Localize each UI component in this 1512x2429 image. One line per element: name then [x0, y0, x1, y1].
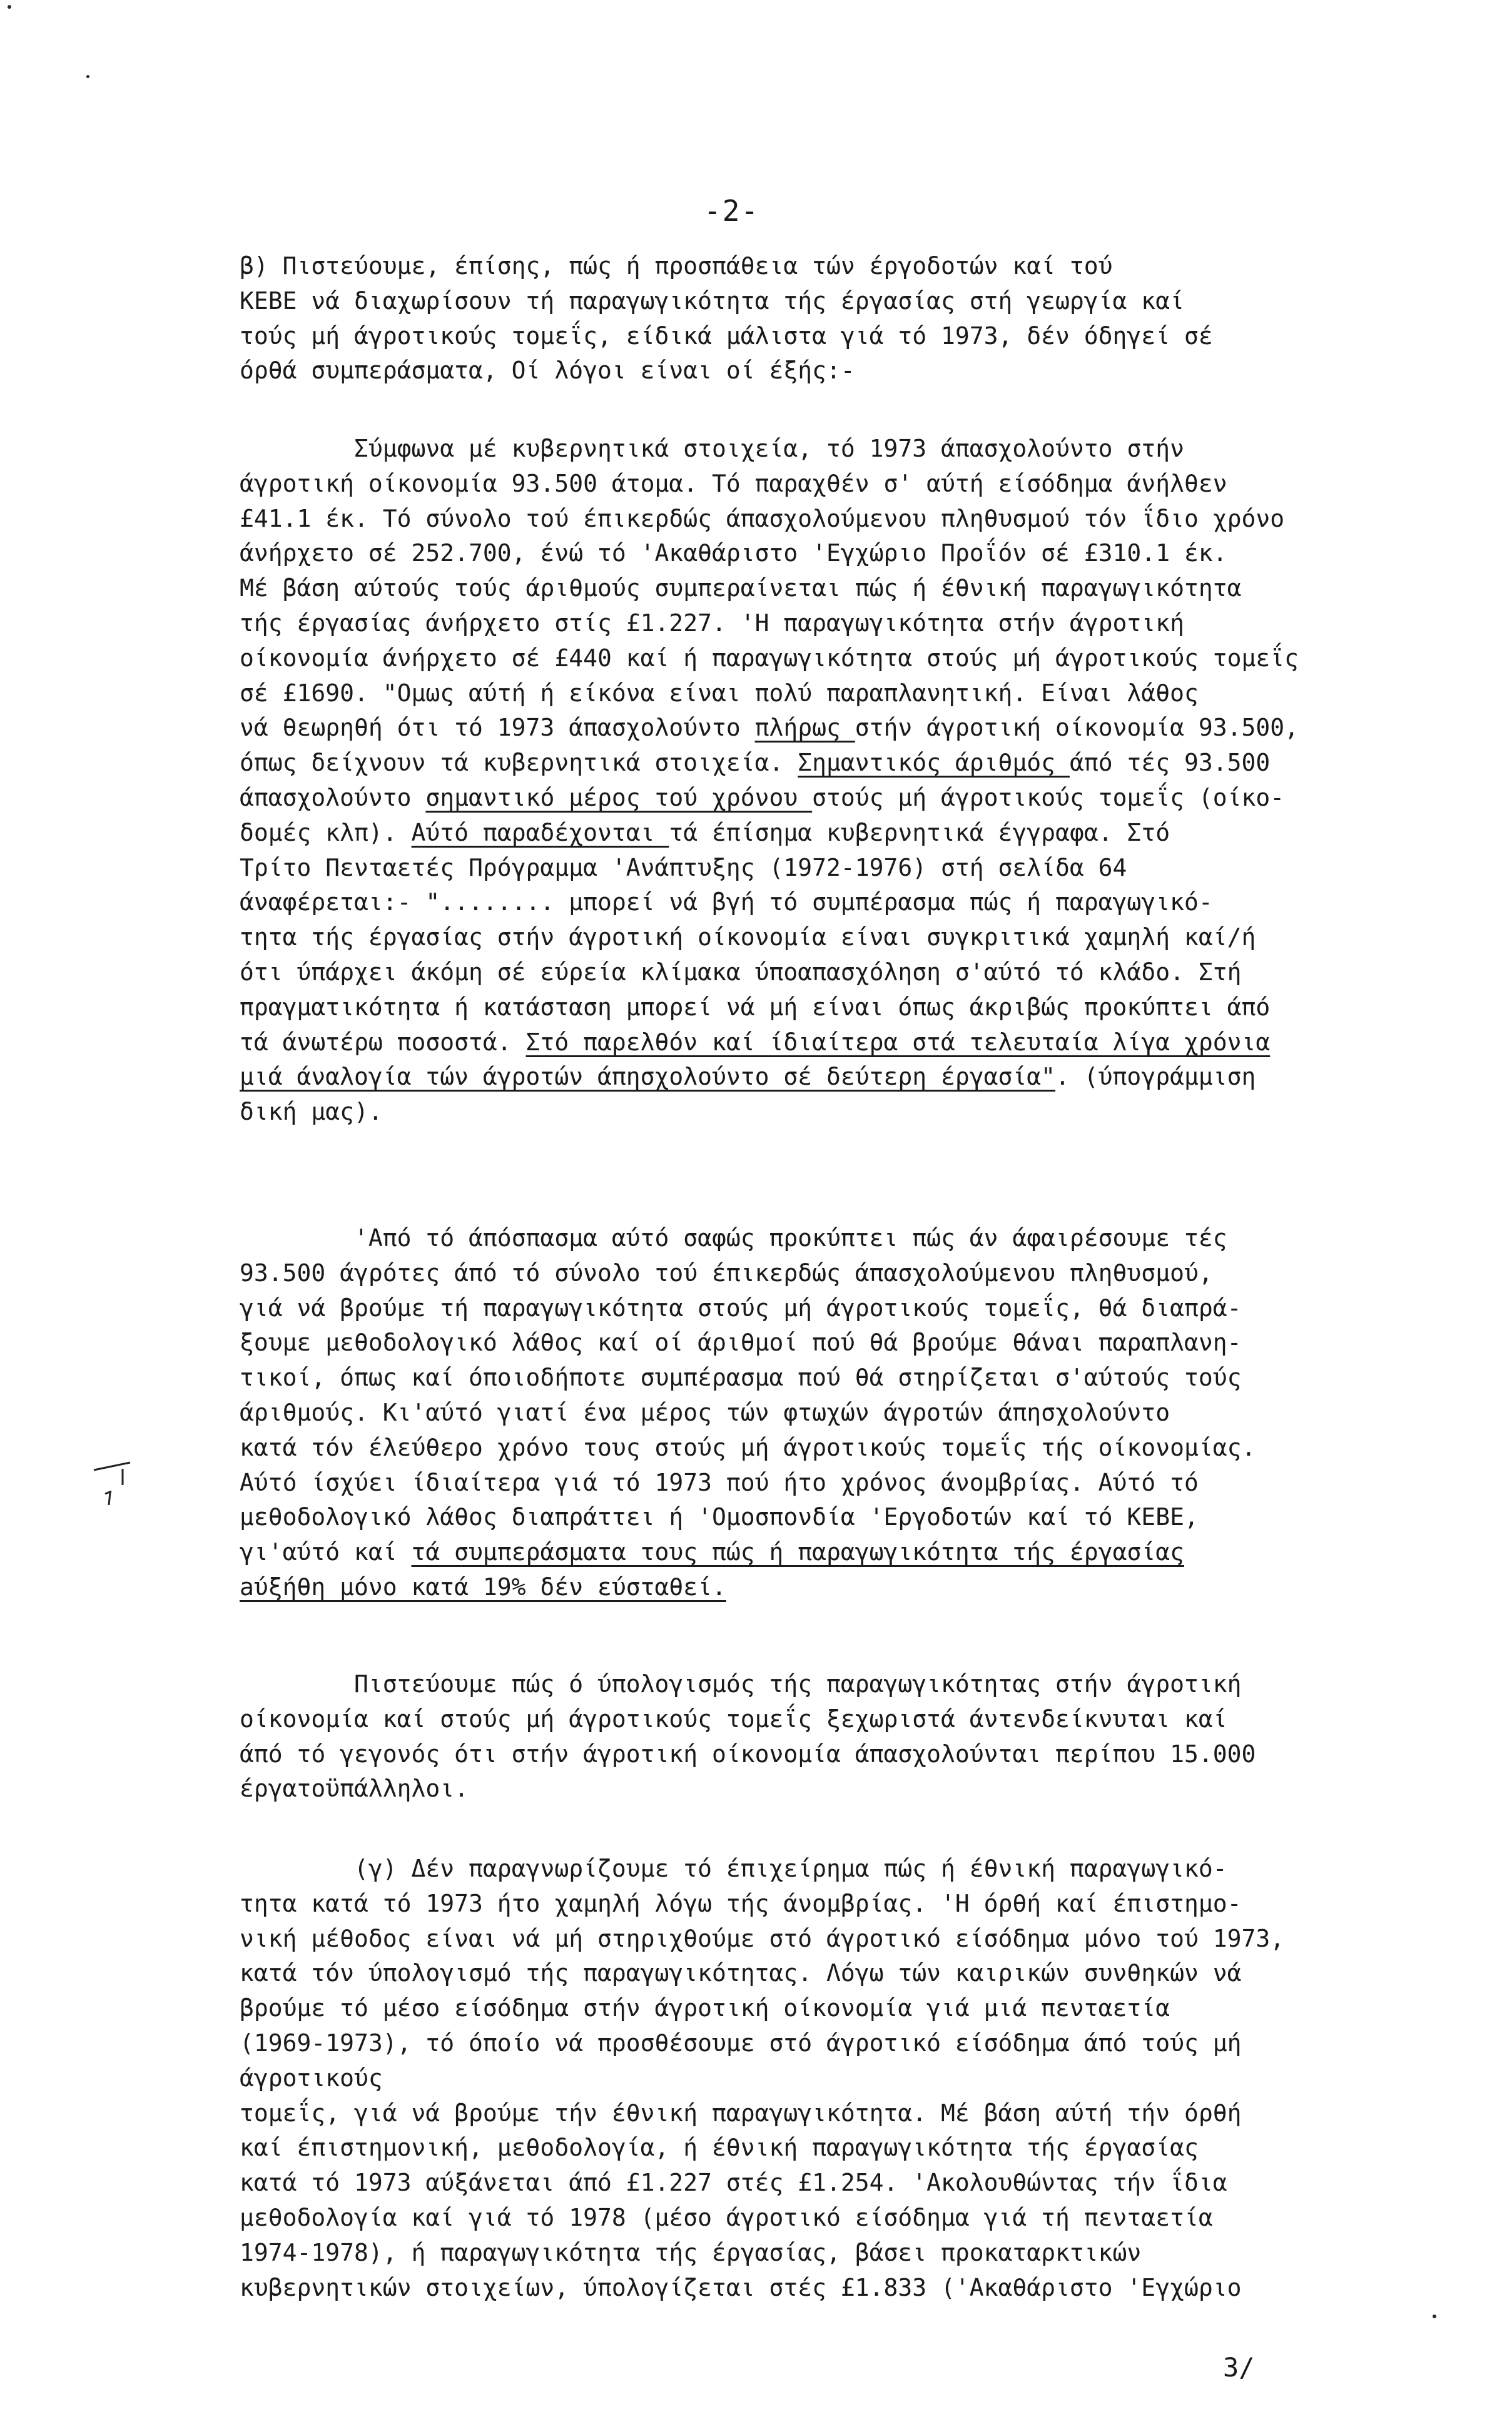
paragraph-text: στούς μή άγροτικούς τομεΐς (οίκο- δομές κλπ). [240, 783, 1285, 846]
underlined-text: Αύτό παραδέχονται [411, 818, 669, 846]
paragraph-text: άπό τές 93.500 άπασχολούντο [240, 749, 1271, 811]
paragraph-text: Σύμφωνα μέ κυβερνητικά στοιχεία, τό 1973 άπασχολούντο στήν άγροτική οίκονομία 93.500 άτομα. Τό παραχθέν σ' αύτή είσόδημα άνήλθεν £41.1 έκ. Τό σύνολο τού έπικερδώς άπασχολούμενου πληθυσμού τόν ΐδιο χρόνο άνήρχετο σέ 252.700, ένώ τό 'Ακαθάριστο 'Εγχώριο Προΐόν σέ £310.1 έκ. Μέ βάση αύτούς τούς άριθμούς συμπεραίνεται πώς ή έθνική παραγωγικότητα τής έργασίας άνήρχετο στίς £1.227. 'Η παραγωγικότητα στήν άγροτική οίκονομία άνήρχετο σέ £440 καί ή παραγωγικότητα στούς μή άγροτικούς τομεΐς σέ £1690. "Ομως αύτή ή είκόνα είναι πολύ παραπλανητική. Είναι λάθος νά θεωρηθή ότι τό 1973 άπασχολούντο [240, 435, 1299, 742]
scan-speck [8, 5, 11, 9]
paragraph-text: τά έπίσημα κυβερνητικά έγγραφα. Στό Τρίτο Πενταετές Πρόγραμμα 'Ανάπτυξης (1972-1976) στή σελίδα 64 άναφέρεται:- "........ μπορεί νά βγή τό συμπέρασμα πώς ή παραγωγικό- τητα τής έργασίας στήν άγροτική οίκονομία είναι συγκριτικά χαμηλή καί/ή ότι ύπάρχει άκόμη σέ εύρεία κλίμακα ύποαπασχόληση σ'αύτό τό κλάδο. Στή πραγματικότητα ή κατάσταση μπορεί νά μή είναι όπως άκριβώς προκύπτει άπό τά άνωτέρω ποσοστά. [240, 818, 1271, 1056]
margin-annotation-mark [93, 1458, 136, 1508]
paragraph-text: . (ύπογράμμιση δική μας). [240, 1063, 1256, 1126]
underlined-conclusion: τά συμπεράσματα τους πώς ή παραγωγικότητα τής έργασίας aύξήθη μόνο κατά 19% δέν εύσταθεί. [240, 1538, 1184, 1601]
paragraph-text: στήν άγροτική οίκονομία 93.500, όπως δείχνουν τά κυβερνητικά στοιχεία. [240, 714, 1299, 777]
paragraph-text: 'Από τό άπόσπασμα αύτό σαφώς προκύπτει πώς άν άφαιρέσουμε τές 93.500 άγρότες άπό τό σύνολο τού έπικερδώς άπασχολούμενου πληθυσμού, γιά νά βρούμε τή παραγωγικότητα στούς μή άγροτικούς τομεΐς, θά διαπρά- ξουμε μεθοδολογικό λάθος καί οί άριθμοί πού θά βρούμε θάναι παραπλανη- τικοί, όπως καί όποιοδήποτε συμπέρασμα πού θά στηρίζεται σ'αύτούς τούς άριθμούς. Κι'αύτό γιατί ένα μέρος τών φτωχών άγροτών άπησχολούντο κατά τόν έλεύθερο χρόνο τους στούς μή άγροτικούς τομεΐς τής οίκονομίας. Αύτό ίσχύει ίδιαίτερα γιά τό 1973 πού ήτο χρόνος άνομβρίας. Αύτό τό μεθοδολογικό λάθος διαπράττει ή 'Ομοσπονδία 'Εργοδοτών καί τό ΚΕΒΕ, γι'αύτό καί [240, 1224, 1256, 1566]
paragraph-productivity-calc: Πιστεύουμε πώς ό ύπολογισμός τής παραγωγικότητας στήν άγροτική οίκονομία καί στούς μή άγροτικούς τομεΐς ξεχωριστά άντενδείκνυται καί άπό τό γεγονός ότι στήν άγροτική οίκονομία άπασχολούνται περίπου 15.000 έργατοϋπάλληλοι. [240, 1670, 1256, 1803]
paragraph-statistics [240, 432, 1384, 1130]
next-page-marker: 3/ [1223, 2352, 1255, 2383]
paragraph-c: (γ) Δέν παραγνωρίζουμε τό έπιχείρημα πώς ή έθνική παραγωγικό- τητα κατά τό 1973 ήτο χαμηλή λόγω τής άνομβρίας. 'Η όρθή καί έπιστημο- νική μέθοδος είναι νά μή στηριχθούμε στό άγροτικό είσόδημα μόνο τού 1973, κατά τόν ύπολογισμό τής παραγωγικότητας. Λόγω τών καιρικών συνθηκών νά βρούμε τό μέσο είσόδημα στήν άγροτική οίκονομία γιά μιά πενταετία (1969-1973), τό όποίο νά προσθέσουμε στό άγροτικό είσόδημα άπό τούς μή άγροτικούς τομεΐς, γιά νά βρούμε τήν έθνική παραγωγικότητα. Μέ βάση αύτή τήν όρθή καί έπιστημονική, μεθοδολογία, ή έθνική παραγωγικότητα τής έργασίας κατά τό 1973 αύξάνεται άπό £1.227 στές £1.254. 'Ακολουθώντας τήν ΐδια μεθοδολογία καί γιά τό 1978 (μέσο άγροτικό είσόδημα γιά τή πενταετία 1974-1978), ή παραγωγικότητα τής έργασίας, βάσει προκαταρκτικών κυβερνητικών στοιχείων, ύπολογίζεται στές £1.833 ('Ακαθάριστο 'Εγχώριο [240, 1855, 1285, 2301]
underlined-quote: Στό παρελθόν καί ίδιαίτερα στά τελευταία λίγα χρόνια μιά άναλογία τών άγροτών άπησχολούντο σέ δεύτερη έργασία" [240, 1028, 1271, 1091]
scan-speck [86, 75, 89, 78]
underlined-text: πλήρως [754, 714, 855, 742]
page-number: -2- [704, 194, 760, 228]
paragraph-b: β) Πιστεύουμε, έπίσης, πώς ή προσπάθεια τών έργοδοτών καί τού ΚΕΒΕ νά διαχωρίσουν τή παραγωγικότητα τής έργασίας στή γεωργία καί τούς μή άγροτικούς τομεΐς, είδικά μάλιστα γιά τό 1973, δέν όδηγεί σέ όρθά συμπεράσματα, Οί λόγοι είναι οί έξής:- [240, 252, 1213, 385]
underlined-text: σημαντικό μέρος τού χρόνου [425, 783, 813, 811]
underlined-text: Σημαντικός άριθμός [798, 749, 1070, 777]
paragraph-excerpt-analysis [240, 1221, 1384, 1605]
scan-speck [1433, 2315, 1436, 2318]
